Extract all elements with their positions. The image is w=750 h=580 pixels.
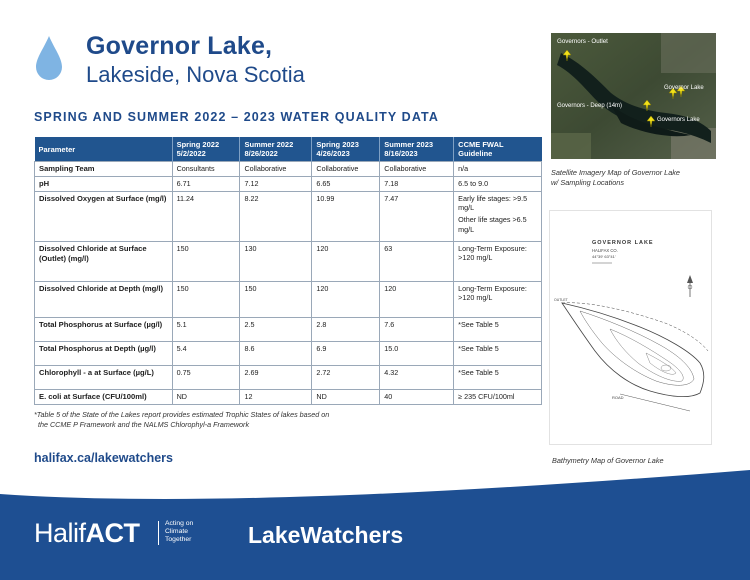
- table-footnote: [34, 410, 414, 429]
- table-cell: 15.0: [380, 341, 454, 365]
- logo-text-light: Halif: [34, 518, 86, 548]
- table-cell: Dissolved Chloride at Surface (Outlet) (mg/l): [35, 241, 173, 281]
- table-cell: 0.75: [172, 365, 240, 389]
- table-cell: 150: [172, 241, 240, 281]
- table-row: [35, 281, 542, 317]
- satellite-label-lake: Governor Lake: [664, 85, 704, 91]
- table-cell: ND: [312, 389, 380, 404]
- lakewatchers-brand: LakeWatchers: [248, 522, 404, 548]
- bathymetry-map-image: [550, 211, 713, 446]
- footnote-line: the CCME P Framework and the NALMS Chlorophyl-a Framework: [38, 419, 250, 429]
- table-cell: 8.22: [240, 191, 312, 241]
- section-heading: SPRING AND SUMMER 2022 – 2023 WATER QUALITY DATA: [34, 110, 439, 124]
- table-cell: 2.5: [240, 317, 312, 341]
- table-cell: 7.47: [380, 191, 454, 241]
- table-cell: 120: [312, 241, 380, 281]
- table-header-row: [35, 137, 542, 162]
- caption-line: Satellite Imagery Map of Governor Lake: [551, 168, 680, 177]
- table-cell: Collaborative: [312, 162, 380, 177]
- table-cell: 6.5 to 9.0: [454, 176, 542, 191]
- table-row: [35, 341, 542, 365]
- column-header: Spring 2023 4/26/2023: [312, 137, 380, 162]
- water-drop-icon: [34, 34, 64, 82]
- table-row: [35, 191, 542, 241]
- table-cell: pH: [35, 176, 173, 191]
- satellite-map-caption: [551, 168, 721, 188]
- table-cell: Chlorophyll - a at Surface (µg/L): [35, 365, 173, 389]
- table-cell: 40: [380, 389, 454, 404]
- satellite-map: [551, 33, 716, 159]
- logo-text-bold: ACT: [85, 518, 140, 548]
- north-arrow-icon: [687, 275, 693, 297]
- table-cell: 5.4: [172, 341, 240, 365]
- svg-text:OUTLET: OUTLET: [554, 298, 568, 302]
- satellite-label-lake2: Governors Lake: [657, 117, 700, 123]
- table-cell: 12: [240, 389, 312, 404]
- table-cell: Consultants: [172, 162, 240, 177]
- logo-divider: [158, 521, 159, 545]
- table-cell: 11.24: [172, 191, 240, 241]
- bathymetry-map-coords: 44°39' 63°41': [592, 254, 616, 259]
- column-header: CCME FWAL Guideline: [454, 137, 542, 162]
- column-header: Spring 2022 5/2/2022: [172, 137, 240, 162]
- table-row: [35, 162, 542, 177]
- guideline-text: Early life stages: >9.5 mg/L: [458, 193, 528, 213]
- table-cell: [454, 191, 542, 241]
- bathymetry-road-label: ROAD: [612, 395, 624, 400]
- table-cell: 7.18: [380, 176, 454, 191]
- bathymetry-map-caption: Bathymetry Map of Governor Lake: [552, 456, 664, 465]
- column-header: Summer 2023 8/16/2023: [380, 137, 454, 162]
- table-cell: ND: [172, 389, 240, 404]
- footnote-line: *Table 5 of the State of the Lakes report provides estimated Trophic States of lakes based on: [34, 410, 330, 419]
- table-row: [35, 241, 542, 281]
- table-cell: 63: [380, 241, 454, 281]
- table-cell: *See Table 5: [454, 317, 542, 341]
- table-cell: 2.8: [312, 317, 380, 341]
- water-quality-table: [34, 137, 542, 405]
- table-cell: Dissolved Oxygen at Surface (mg/l): [35, 191, 173, 241]
- table-cell: Long-Term Exposure: >120 mg/L: [454, 241, 542, 281]
- table-cell: 6.9: [312, 341, 380, 365]
- satellite-label-deep: Governors - Deep (14m): [557, 103, 623, 109]
- table-cell: 6.65: [312, 176, 380, 191]
- table-cell: 120: [380, 281, 454, 317]
- table-cell: ≥ 235 CFU/100ml: [454, 389, 542, 404]
- table-cell: 150: [240, 281, 312, 317]
- satellite-label-outlet: Governors - Outlet: [557, 38, 608, 45]
- column-header: Summer 2022 8/26/2022: [240, 137, 312, 162]
- guideline-text: Other life stages >6.5 mg/L: [458, 215, 527, 234]
- caption-line: w/ Sampling Locations: [551, 177, 625, 187]
- table-cell: 7.12: [240, 176, 312, 191]
- table-cell: 130: [240, 241, 312, 281]
- satellite-map-image: [551, 33, 716, 159]
- table-cell: Sampling Team: [35, 162, 173, 177]
- table-cell: Total Phosphorus at Surface (µg/l): [35, 317, 173, 341]
- table-cell: 2.69: [240, 365, 312, 389]
- table-cell: 5.1: [172, 317, 240, 341]
- table-cell: 120: [312, 281, 380, 317]
- table-cell: 7.6: [380, 317, 454, 341]
- table-cell: 10.99: [312, 191, 380, 241]
- table-cell: n/a: [454, 162, 542, 177]
- bathymetry-map: [549, 210, 712, 445]
- halifact-tagline: [161, 520, 193, 544]
- table-cell: Total Phosphorus at Depth (µg/l): [35, 341, 173, 365]
- table-cell: 8.6: [240, 341, 312, 365]
- table-cell: *See Table 5: [454, 365, 542, 389]
- table-cell: 6.71: [172, 176, 240, 191]
- halifact-logo: [34, 518, 140, 549]
- table-cell: 150: [172, 281, 240, 317]
- table-cell: 4.32: [380, 365, 454, 389]
- page-subtitle-location: Lakeside, Nova Scotia: [86, 62, 305, 87]
- table-cell: Long-Term Exposure: >120 mg/L: [454, 281, 542, 317]
- table-cell: Dissolved Chloride at Depth (mg/l): [35, 281, 173, 317]
- bathymetry-map-title: GOVERNOR LAKE: [592, 240, 654, 246]
- tagline-line: Together: [165, 536, 192, 544]
- table-row: [35, 389, 542, 404]
- column-header: Parameter: [35, 137, 173, 162]
- table-cell: Collaborative: [380, 162, 454, 177]
- table-cell: E. coli at Surface (CFU/100ml): [35, 389, 173, 404]
- table-row: [35, 365, 542, 389]
- tagline-line: Acting on: [165, 520, 194, 527]
- lakewatchers-link[interactable]: halifax.ca/lakewatchers: [34, 451, 173, 465]
- page-title: Governor Lake,: [86, 32, 273, 60]
- table-row: [35, 317, 542, 341]
- table-cell: *See Table 5: [454, 341, 542, 365]
- table-cell: Collaborative: [240, 162, 312, 177]
- table-cell: 2.72: [312, 365, 380, 389]
- tagline-line: Climate: [165, 528, 189, 536]
- bathymetry-map-county: HALIFAX CO.: [592, 248, 618, 253]
- table-row: [35, 176, 542, 191]
